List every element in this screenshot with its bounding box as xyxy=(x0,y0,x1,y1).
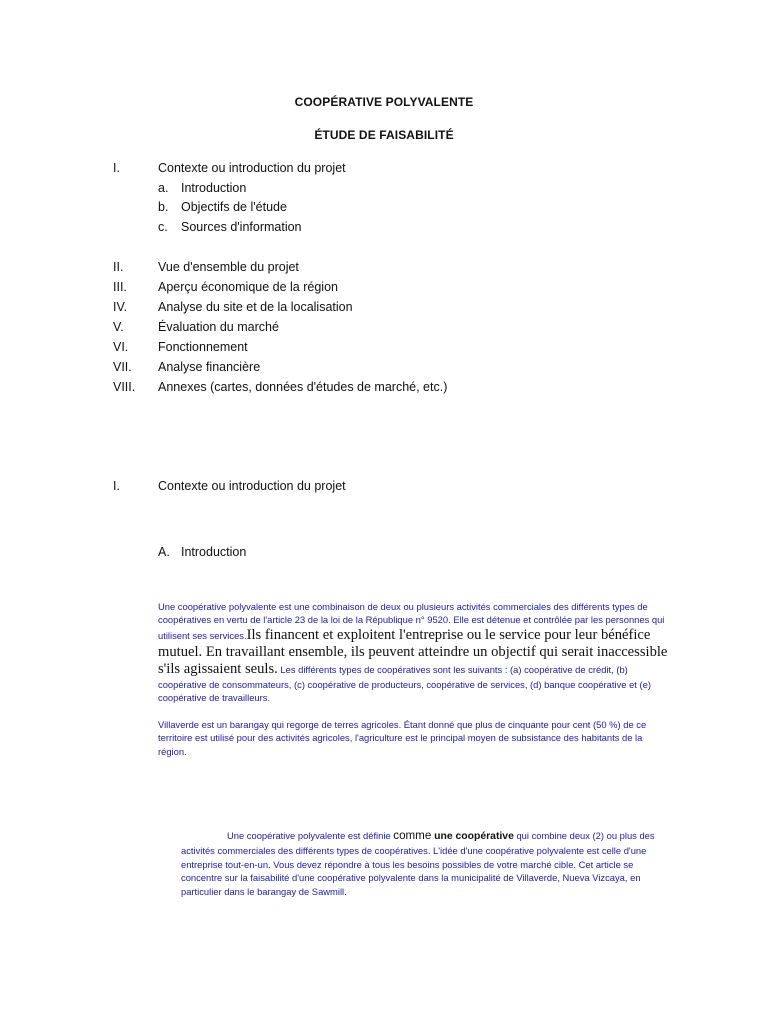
subsection-letter: A. xyxy=(158,545,170,559)
paragraph-intro-part-c: Les différents types de coopératives sont les suivants : (a) coopérative de crédit, (b) coopérative de consommateurs, (c) coopérative de producteurs, coopérative de services, (d) banque coopérative et (e) coopérative de travailleurs. xyxy=(158,663,651,703)
document-title: COOPÉRATIVE POLYVALENTE xyxy=(294,95,474,109)
toc-item: Analyse du site et de la localisation xyxy=(158,300,353,314)
paragraph-intro xyxy=(158,600,672,704)
paragraph-definition-part-a: Une coopérative polyvalente est définie xyxy=(227,830,394,841)
section-number: I. xyxy=(113,479,120,493)
toc-item: Vue d'ensemble du projet xyxy=(158,260,299,274)
toc-item: Contexte ou introduction du projet xyxy=(158,161,346,175)
toc-number: VI. xyxy=(113,340,129,354)
toc-number: III. xyxy=(113,280,127,294)
toc-item: Évaluation du marché xyxy=(158,320,279,334)
document-subtitle: ÉTUDE DE FAISABILITÉ xyxy=(314,128,454,142)
toc-sub-item: Objectifs de l'étude xyxy=(181,200,287,214)
subsection-heading: Introduction xyxy=(181,545,247,559)
toc-item: Analyse financière xyxy=(158,360,261,374)
toc-number: VII. xyxy=(113,360,132,374)
paragraph-villaverde: Villaverde est un barangay qui regorge de terres agricoles. Étant donné que plus de cinquante pour cent (50 %) de ce territoire est utilisé pour des activités agricoles, l'agriculture est le principal moyen de subsistance des habitants de la région. xyxy=(158,719,647,757)
paragraph-intro-part-a: Une coopérative polyvalente est une combinaison de deux ou plusieurs activités commerciales des différents types de coopératives en vertu de l'article 23 de la loi de la République n° 9520. Elle est détenue et contrôlée par les personnes qui utilisent ses services. xyxy=(158,601,665,641)
paragraph-definition-part-d: qui combine deux (2) ou plus des activités commerciales des différents types de coopératives. L'idée d'une coopérative polyvalente est celle d'une entreprise tout-en-un. Vous devez répondre à tous les besoins possibles de votre marché cible. Cet article se concentre sur la faisabilité d'une coopérative polyvalente dans la municipalité de Villaverde, Nueva Vizcaya, en particulier dans le barangay de Sawmill. xyxy=(181,830,655,898)
toc-item: Annexes (cartes, données d'études de marché, etc.) xyxy=(158,380,448,394)
toc-sub-letter: c. xyxy=(158,220,168,234)
toc-sub-letter: b. xyxy=(158,200,169,214)
toc-sub-item: Sources d'information xyxy=(181,220,302,234)
toc-item: Aperçu économique de la région xyxy=(158,280,338,294)
toc-item: Fonctionnement xyxy=(158,340,248,354)
paragraph-definition-part-b: comme xyxy=(393,829,432,842)
toc-sub-item: Introduction xyxy=(181,181,247,195)
toc-sub-letter: a. xyxy=(158,181,169,195)
paragraph-intro-part-b: Ils financent et exploitent l'entreprise ou le service pour leur bénéfice mutuel. En travaillant ensemble, ils peuvent atteindre un objectif qui serait inaccessible s'ils agissaient seuls. xyxy=(158,626,668,677)
toc-number: V. xyxy=(113,320,124,334)
toc-number: II. xyxy=(113,260,124,274)
toc-number: IV. xyxy=(113,300,128,314)
toc-number: VIII. xyxy=(113,380,136,394)
toc-number: I. xyxy=(113,161,120,175)
paragraph-definition xyxy=(181,829,677,899)
section-heading: Contexte ou introduction du projet xyxy=(158,479,346,493)
paragraph-definition-part-c: une coopérative xyxy=(431,831,514,842)
